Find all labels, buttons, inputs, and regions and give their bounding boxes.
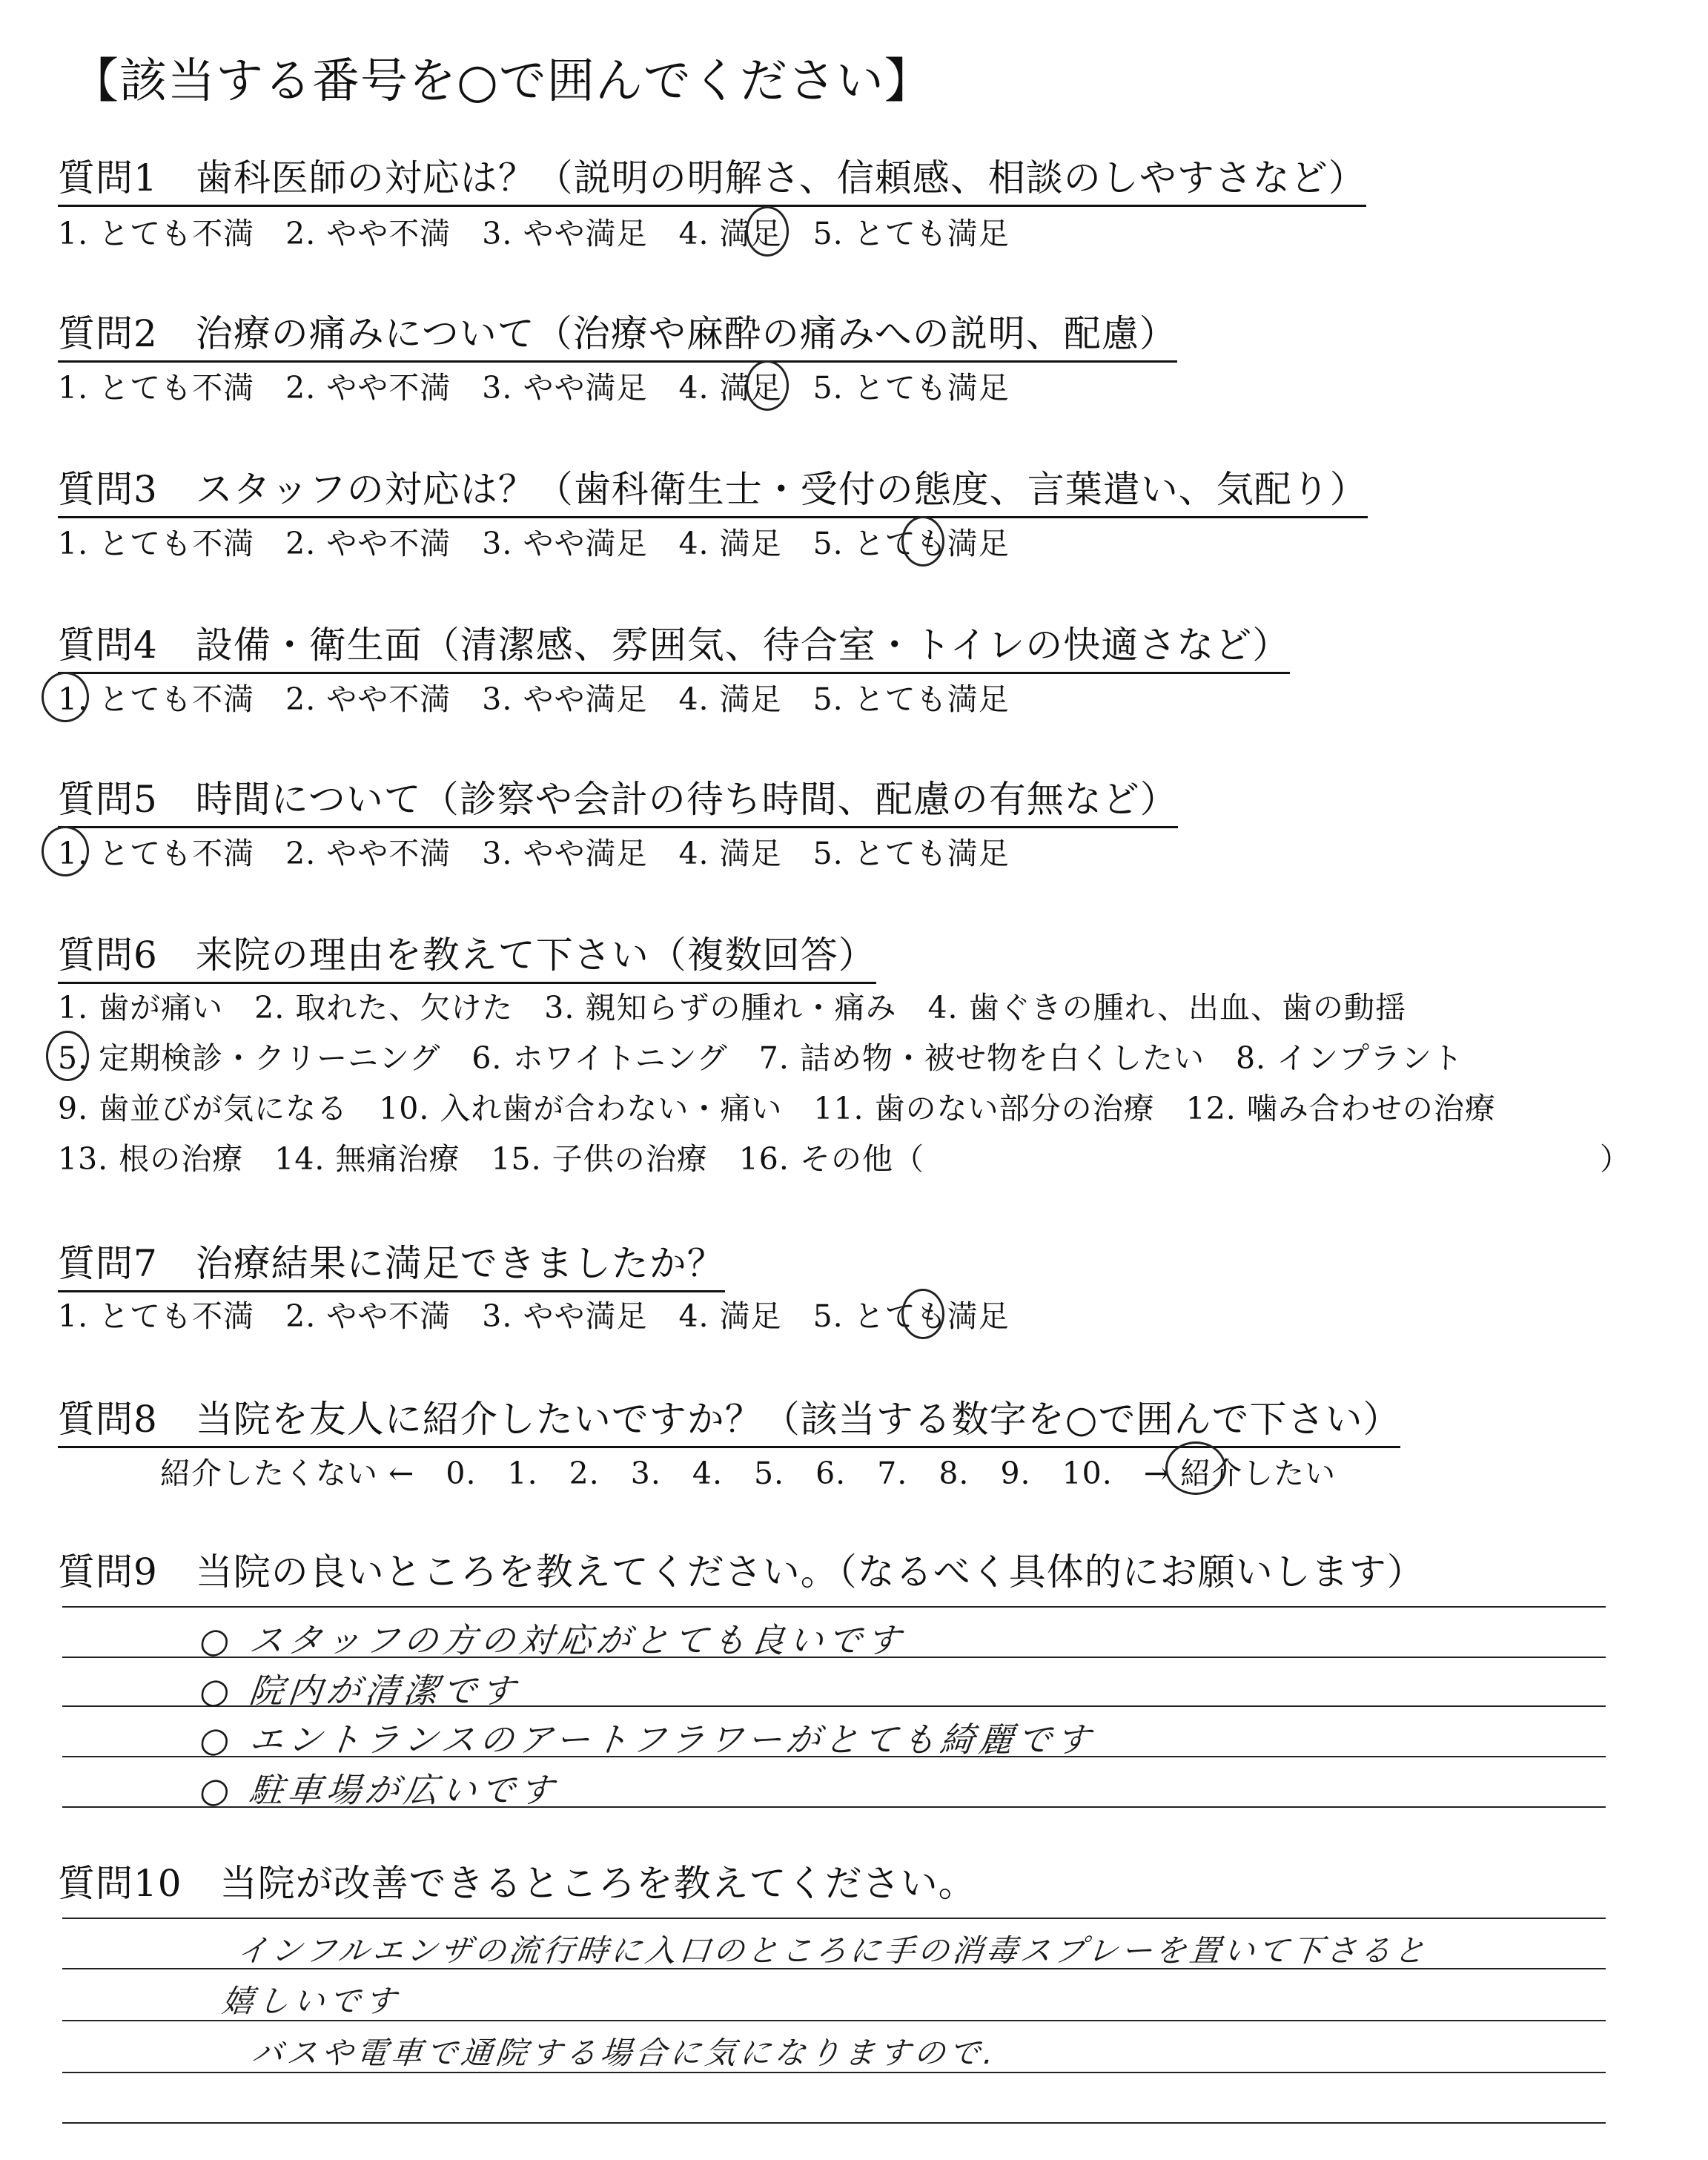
question-7-label: 質問7 治療結果に満足できましたか？	[58, 1234, 725, 1292]
question-6-row-4: 13. 根の治療 14. 無痛治療 15. 子供の治療 16. その他（	[58, 1141, 924, 1177]
question-10-label: 質問10 当院が改善できるところを教えてください。	[58, 1862, 976, 1905]
question-3-answer-circle	[901, 516, 944, 567]
question-5-answer-circle	[42, 826, 89, 876]
question-3-options: 1. とても不満 2. やや不満 3. やや満足 4. 満足 5. とても満足	[58, 526, 1010, 561]
answer-line	[62, 1606, 1606, 1608]
question-4-label: 質問4 設備・衛生面（清潔感、雰囲気、待合室・トイレの快適さなど）	[58, 615, 1290, 674]
question-4-answer-circle	[42, 672, 89, 722]
question-8-label: 質問8 当院を友人に紹介したいですか？（該当する数字を○で囲んで下さい）	[58, 1390, 1400, 1448]
question-8-answer-circle	[1165, 1441, 1226, 1495]
q9-handwritten-line: ○ エントランスのアートフラワーがとても綺麗です	[197, 1720, 1097, 1760]
question-7-answer-circle	[901, 1289, 944, 1339]
question-6-row-2: 5. 定期検診・クリーニング 6. ホワイトニング 7. 詰め物・被せ物を白くしたい 8. インプラント	[58, 1040, 1464, 1076]
question-4-options: 1. とても不満 2. やや不満 3. やや満足 4. 満足 5. とても満足	[58, 681, 1010, 717]
question-2-options: 1. とても不満 2. やや不満 3. やや満足 4. 満足 5. とても満足	[58, 370, 1010, 406]
q9-handwritten-line: ○ 駐車場が広いです	[197, 1770, 560, 1810]
question-5-label: 質問5 時間について（診察や会計の待ち時間、配慮の有無など）	[58, 770, 1178, 828]
question-6-label: 質問6 来院の理由を教えて下さい（複数回答）	[58, 925, 876, 984]
question-2-answer-circle	[746, 360, 789, 411]
question-1-label: 質問1 歯科医師の対応は？（説明の明解さ、信頼感、相談のしやすさなど）	[58, 148, 1366, 207]
question-1-options: 1. とても不満 2. やや不満 3. やや満足 4. 満足 5. とても満足	[58, 216, 1010, 251]
q10-handwritten-line: 嬉しいです	[220, 1983, 403, 2019]
question-9-label: 質問9 当院の良いところを教えてください。（なるべく具体的にお願いします）	[58, 1550, 1425, 1593]
question-7-options: 1. とても不満 2. やや不満 3. やや満足 4. 満足 5. とても満足	[58, 1298, 1010, 1334]
question-6-row-3: 9. 歯並びが気になる 10. 入れ歯が合わない・痛い 11. 歯のない部分の治療 12. 噛み合わせの治療	[58, 1091, 1496, 1126]
page-title: 【該当する番号を○で囲んでください】	[71, 54, 933, 109]
question-6-row-4-close: ）	[1600, 1141, 1631, 1177]
question-3-label: 質問3 スタッフの対応は？（歯科衛生士・受付の態度、言葉遣い、気配り）	[58, 460, 1368, 518]
q9-handwritten-line: ○ 院内が清潔です	[197, 1671, 522, 1711]
question-8-scale: 紹介したくない ← 0. 1. 2. 3. 4. 5. 6. 7. 8. 9. 10. → 紹介したい	[160, 1456, 1337, 1491]
question-2-label: 質問2 治療の痛みについて（治療や麻酔の痛みへの説明、配慮）	[58, 304, 1177, 363]
question-5-options: 1. とても不満 2. やや不満 3. やや満足 4. 満足 5. とても満足	[58, 836, 1010, 871]
q9-handwritten-line: ○ スタッフの方の対応がとても良いです	[197, 1620, 907, 1660]
question-1-answer-circle	[746, 206, 789, 257]
q10-handwritten-line: バスや電車で通院する場合に気になりますので.	[250, 2035, 999, 2071]
question-6-row-1: 1. 歯が痛い 2. 取れた、欠けた 3. 親知らずの腫れ・痛み 4. 歯ぐきの腫れ、出血、歯の動揺	[58, 990, 1407, 1025]
answer-line	[62, 1918, 1606, 1919]
q10-handwritten-line: インフルエンザの流行時に入口のところに手の消毒スプレーを置いて下さると	[235, 1932, 1430, 1969]
question-6-answer-circle	[46, 1031, 89, 1081]
answer-line	[62, 2122, 1606, 2124]
